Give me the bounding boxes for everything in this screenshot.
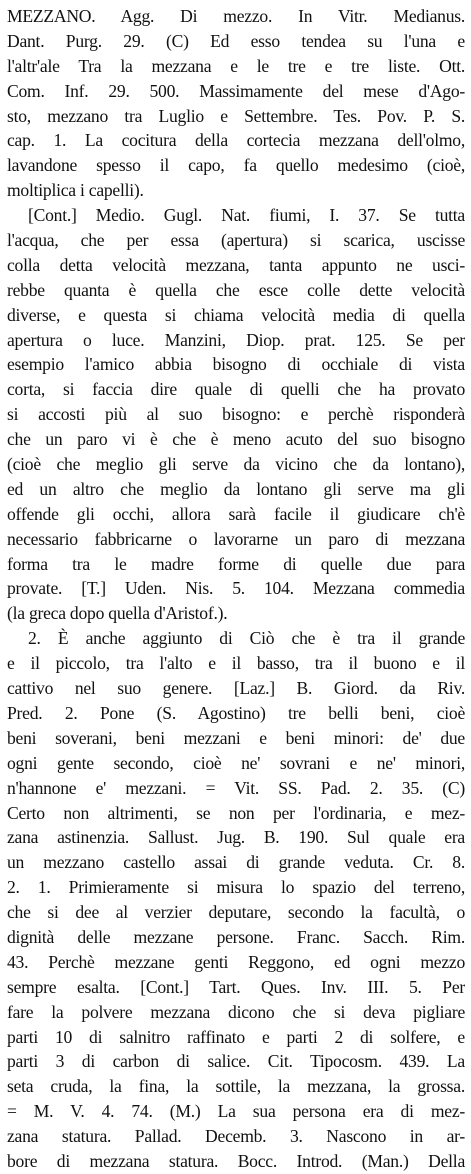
text-line-39: 43. Perchè mezzane genti Reggono, ed ogni mezzo <box>7 951 465 972</box>
text-line-06: cap. 1. La cocitura della cortecia mezzana dell'olmo, <box>7 130 465 151</box>
text-line-21: offende gli occhi, allora sarà facile il giudicare ch'è <box>7 503 465 524</box>
text-line-47: bore di mezzana statura. Bocc. Introd. (Man.) Della <box>7 1150 465 1171</box>
text-line-23: forma tra le madre forme di quelle due para <box>7 553 465 574</box>
text-line-16: corta, si faccia dire quale di quelli che ha provato <box>7 379 465 400</box>
text-line-13: diverse, e questa si chiama velocità media di quella <box>7 304 465 325</box>
dictionary-entry-mezzano <box>7 4 465 1174</box>
text-line-37: che si dee al verzier deputare, secondo la facultà, o <box>7 902 465 923</box>
text-line-30: beni soverani, beni mezzani e beni minori: de' due <box>7 727 465 748</box>
text-line-45: = M. V. 4. 74. (M.) La sua persona era di mez- <box>7 1101 465 1122</box>
text-line-08: moltiplica i capelli). <box>7 180 144 201</box>
text-line-15: esempio l'amico abbia bisogno di occhiale di vista <box>7 354 465 375</box>
text-line-33: Certo non altrimenti, se non per l'ordinaria, e mez- <box>7 802 465 823</box>
text-line-05: sto, mezzano tra Luglio e Settembre. Tes. Pov. P. S. <box>7 105 465 126</box>
text-line-22: necessario fabbricarne o lavorarne un paro di mezzana <box>7 528 465 549</box>
text-line-42: parti 10 di salnitro raffinato e parti 2 di solfere, e <box>7 1026 465 1047</box>
text-line-28: cattivo nel suo genere. [Laz.] B. Giord. da Riv. <box>7 678 465 699</box>
text-line-04: Com. Inf. 29. 500. Massimamente del mese d'Ago- <box>7 80 465 101</box>
text-line-12: rebbe quanta è quella che esce colle dette velocità <box>7 279 465 300</box>
text-line-25: (la greca dopo quella d'Aristof.). <box>7 603 228 624</box>
text-line-46: zana statura. Pallad. Decemb. 3. Nascono in ar- <box>7 1126 465 1147</box>
text-line-17: si accosti più al suo bisogno: e perchè risponderà <box>7 404 465 425</box>
text-line-07: lavandone spesso il capo, fa quello medesimo (cioè, <box>7 155 465 176</box>
text-line-18: che un paro vi è che è meno acuto del suo bisogno <box>7 429 465 450</box>
text-line-10: l'acqua, che per essa (apertura) si scarica, uscisse <box>7 230 465 251</box>
text-line-01: MEZZANO. Agg. Di mezzo. In Vitr. Medianus. <box>7 6 465 26</box>
text-line-41: fare la polvere mezzana dicono che si deva pigliare <box>7 1001 465 1022</box>
text-line-35: un mezzano castello assai di grande veduta. Cr. 8. <box>7 852 465 873</box>
text-line-27: e il piccolo, tra l'alto e il basso, tra il buono e il <box>7 653 465 674</box>
text-line-38: dignità delle mezzane persone. Franc. Sacch. Rim. <box>7 926 465 947</box>
text-line-24: provate. [T.] Uden. Nis. 5. 104. Mezzana commedia <box>7 578 465 599</box>
text-line-26: 2. È anche aggiunto di Ciò che è tra il grande <box>28 628 465 649</box>
text-line-14: apertura o luce. Manzini, Diop. prat. 125. Se per <box>7 329 465 350</box>
text-line-31: ogni gente secondo, cioè ne' sovrani e ne' minori, <box>7 752 465 773</box>
text-line-11: colla detta velocità mezzana, tanta appunto ne usci- <box>7 254 465 275</box>
text-line-03: l'altr'ale Tra la mezzana e le tre e tre liste. Ott. <box>7 55 465 76</box>
text-line-19: (cioè che meglio gli serve da vicino che da lontano), <box>7 454 465 475</box>
text-line-09: [Cont.] Medio. Gugl. Nat. fiumi, I. 37. Se tutta <box>28 205 465 226</box>
text-line-36: 2. 1. Primieramente si misura lo spazio del terreno, <box>7 877 465 898</box>
text-line-34: zana astinenzia. Sallust. Jug. B. 190. Sul quale era <box>7 827 465 848</box>
text-line-29: Pred. 2. Pone (S. Agostino) tre belli beni, cioè <box>7 702 465 723</box>
text-line-02: Dant. Purg. 29. (C) Ed esso tendea su l'una e <box>7 30 465 51</box>
text-line-44: seta cruda, la fina, la sottile, la mezzana, la grossa. <box>7 1076 465 1097</box>
text-line-20: ed un altro che meglio da lontano gli serve ma gli <box>7 478 465 499</box>
text-line-32: n'hannone e' mezzani. = Vit. SS. Pad. 2. 35. (C) <box>7 777 465 798</box>
text-line-43: parti 3 di carbon di salice. Cit. Tipocosm. 439. La <box>7 1051 465 1072</box>
text-line-40: sempre esalta. [Cont.] Tart. Ques. Inv. III. 5. Per <box>7 976 465 997</box>
